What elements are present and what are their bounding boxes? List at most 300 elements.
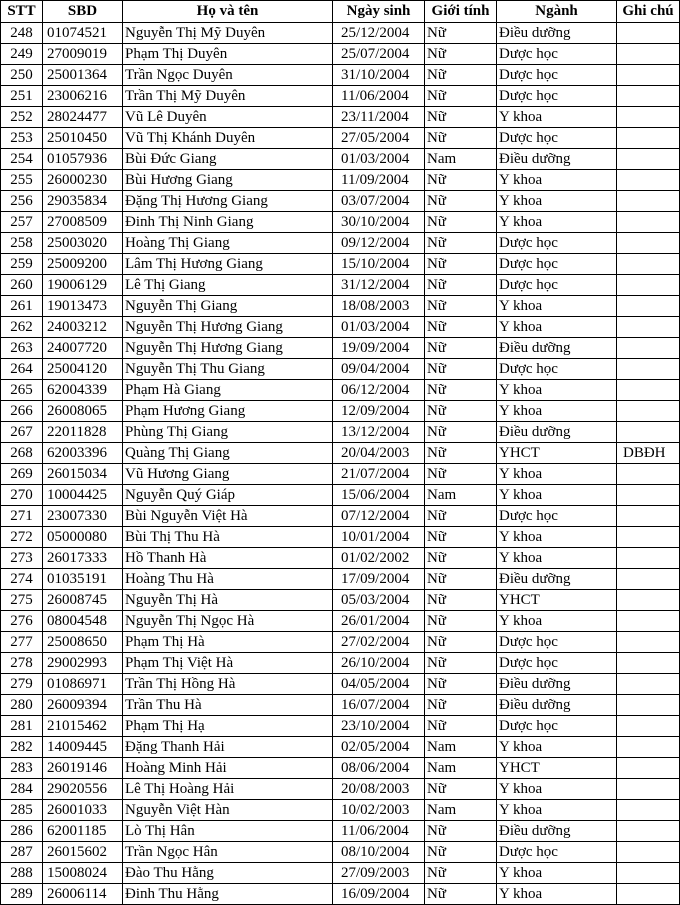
cell-note [617,506,680,527]
cell-gender: Nữ [425,548,497,569]
cell-note [617,569,680,590]
cell-note [617,842,680,863]
cell-note [617,296,680,317]
header-dob: Ngày sinh [333,1,425,23]
cell-stt: 279 [1,674,43,695]
cell-sbd: 01057936 [43,149,123,170]
cell-major: Y khoa [497,863,617,884]
cell-note [617,821,680,842]
cell-stt: 250 [1,65,43,86]
table-row [1,464,680,485]
cell-stt: 289 [1,884,43,905]
cell-sbd: 19006129 [43,275,123,296]
cell-dob: 11/06/2004 [333,86,425,107]
cell-note [617,191,680,212]
cell-sbd: 25008650 [43,632,123,653]
cell-note [617,380,680,401]
cell-sbd: 26000230 [43,170,123,191]
cell-name: Trần Ngọc Duyên [123,65,333,86]
table-row [1,86,680,107]
cell-gender: Nữ [425,296,497,317]
cell-sbd: 29020556 [43,779,123,800]
table-row [1,485,680,506]
cell-stt: 288 [1,863,43,884]
cell-dob: 27/09/2003 [333,863,425,884]
cell-major: Dược học [497,254,617,275]
cell-stt: 256 [1,191,43,212]
cell-note [617,758,680,779]
table-row [1,443,680,464]
cell-sbd: 22011828 [43,422,123,443]
cell-gender: Nữ [425,464,497,485]
cell-gender: Nữ [425,86,497,107]
cell-name: Nguyễn Thị Hương Giang [123,317,333,338]
table-row [1,23,680,44]
cell-major: Dược học [497,65,617,86]
cell-dob: 23/11/2004 [333,107,425,128]
cell-note [617,737,680,758]
table-row [1,632,680,653]
cell-sbd: 62003396 [43,443,123,464]
cell-dob: 31/10/2004 [333,65,425,86]
cell-dob: 01/02/2002 [333,548,425,569]
cell-note [617,779,680,800]
cell-dob: 21/07/2004 [333,464,425,485]
cell-name: Hoàng Thị Giang [123,233,333,254]
cell-sbd: 26008745 [43,590,123,611]
cell-dob: 25/07/2004 [333,44,425,65]
cell-note [617,170,680,191]
cell-gender: Nữ [425,338,497,359]
cell-note [617,632,680,653]
cell-major: Y khoa [497,212,617,233]
cell-gender: Nữ [425,380,497,401]
cell-gender: Nữ [425,359,497,380]
cell-dob: 09/04/2004 [333,359,425,380]
cell-name: Nguyễn Thị Giang [123,296,333,317]
cell-gender: Nam [425,149,497,170]
cell-stt: 283 [1,758,43,779]
cell-note [617,44,680,65]
cell-gender: Nữ [425,65,497,86]
cell-name: Nguyễn Thị Ngọc Hà [123,611,333,632]
cell-name: Trần Ngọc Hân [123,842,333,863]
cell-note [617,128,680,149]
header-major: Ngành [497,1,617,23]
cell-stt: 266 [1,401,43,422]
cell-gender: Nam [425,758,497,779]
cell-stt: 248 [1,23,43,44]
table-row [1,65,680,86]
cell-name: Phạm Hương Giang [123,401,333,422]
cell-stt: 253 [1,128,43,149]
cell-stt: 252 [1,107,43,128]
cell-name: Vũ Lê Duyên [123,107,333,128]
cell-dob: 01/03/2004 [333,317,425,338]
cell-stt: 254 [1,149,43,170]
cell-note [617,800,680,821]
header-name: Họ và tên [123,1,333,23]
cell-note [617,359,680,380]
table-row [1,800,680,821]
cell-major: Dược học [497,86,617,107]
cell-major: Dược học [497,842,617,863]
cell-stt: 275 [1,590,43,611]
cell-dob: 20/08/2003 [333,779,425,800]
cell-major: Y khoa [497,737,617,758]
cell-gender: Nữ [425,674,497,695]
cell-stt: 278 [1,653,43,674]
cell-name: Phạm Thị Duyên [123,44,333,65]
cell-dob: 03/07/2004 [333,191,425,212]
cell-note [617,716,680,737]
cell-note [617,611,680,632]
table-row [1,380,680,401]
cell-gender: Nữ [425,779,497,800]
cell-stt: 285 [1,800,43,821]
cell-name: Nguyễn Thị Hương Giang [123,338,333,359]
cell-major: Y khoa [497,884,617,905]
cell-name: Bùi Hương Giang [123,170,333,191]
cell-gender: Nữ [425,212,497,233]
cell-stt: 261 [1,296,43,317]
cell-gender: Nam [425,800,497,821]
cell-dob: 15/10/2004 [333,254,425,275]
cell-dob: 02/05/2004 [333,737,425,758]
cell-sbd: 15008024 [43,863,123,884]
cell-dob: 18/08/2003 [333,296,425,317]
cell-note [617,653,680,674]
cell-major: YHCT [497,758,617,779]
cell-dob: 11/09/2004 [333,170,425,191]
cell-name: Lâm Thị Hương Giang [123,254,333,275]
cell-stt: 260 [1,275,43,296]
cell-sbd: 24007720 [43,338,123,359]
table-row [1,506,680,527]
cell-gender: Nữ [425,506,497,527]
cell-note [617,422,680,443]
cell-name: Trần Thị Hồng Hà [123,674,333,695]
cell-note [617,695,680,716]
table-row [1,548,680,569]
cell-gender: Nữ [425,254,497,275]
cell-name: Vũ Thị Khánh Duyên [123,128,333,149]
cell-major: Y khoa [497,464,617,485]
cell-note [617,527,680,548]
cell-dob: 26/01/2004 [333,611,425,632]
cell-name: Bùi Thị Thu Hà [123,527,333,548]
cell-major: Y khoa [497,317,617,338]
cell-major: Dược học [497,716,617,737]
cell-note [617,485,680,506]
table-row [1,716,680,737]
cell-note [617,317,680,338]
cell-gender: Nữ [425,569,497,590]
cell-major: Y khoa [497,170,617,191]
cell-stt: 263 [1,338,43,359]
cell-stt: 281 [1,716,43,737]
cell-major: Y khoa [497,527,617,548]
cell-name: Nguyễn Thị Mỹ Duyên [123,23,333,44]
table-row [1,317,680,338]
cell-gender: Nữ [425,422,497,443]
cell-dob: 12/09/2004 [333,401,425,422]
cell-major: Điều dưỡng [497,338,617,359]
cell-dob: 08/10/2004 [333,842,425,863]
cell-major: Y khoa [497,296,617,317]
cell-sbd: 26006114 [43,884,123,905]
cell-major: YHCT [497,590,617,611]
table-row [1,44,680,65]
cell-dob: 23/10/2004 [333,716,425,737]
cell-stt: 249 [1,44,43,65]
cell-major: Điều dưỡng [497,695,617,716]
cell-note [617,548,680,569]
cell-gender: Nữ [425,23,497,44]
cell-name: Phạm Thị Việt Hà [123,653,333,674]
cell-dob: 04/05/2004 [333,674,425,695]
cell-note [617,674,680,695]
cell-sbd: 05000080 [43,527,123,548]
cell-stt: 255 [1,170,43,191]
cell-major: Y khoa [497,380,617,401]
cell-stt: 280 [1,695,43,716]
table-row [1,212,680,233]
cell-dob: 06/12/2004 [333,380,425,401]
cell-dob: 27/02/2004 [333,632,425,653]
table-row [1,149,680,170]
cell-dob: 31/12/2004 [333,275,425,296]
cell-name: Phạm Thị Hạ [123,716,333,737]
cell-dob: 10/02/2003 [333,800,425,821]
cell-dob: 13/12/2004 [333,422,425,443]
cell-sbd: 21015462 [43,716,123,737]
header-row [1,1,680,23]
table-row [1,758,680,779]
cell-stt: 264 [1,359,43,380]
cell-gender: Nữ [425,716,497,737]
cell-note [617,464,680,485]
cell-gender: Nữ [425,632,497,653]
cell-gender: Nữ [425,443,497,464]
cell-sbd: 01074521 [43,23,123,44]
cell-gender: Nữ [425,191,497,212]
cell-major: Y khoa [497,485,617,506]
table-row [1,737,680,758]
cell-major: YHCT [497,443,617,464]
table-row [1,590,680,611]
cell-note [617,23,680,44]
cell-sbd: 26015034 [43,464,123,485]
cell-name: Vũ Hương Giang [123,464,333,485]
cell-stt: 259 [1,254,43,275]
cell-stt: 258 [1,233,43,254]
cell-name: Đinh Thị Ninh Giang [123,212,333,233]
cell-sbd: 23007330 [43,506,123,527]
cell-dob: 07/12/2004 [333,506,425,527]
cell-name: Nguyễn Việt Hàn [123,800,333,821]
table-body [1,23,680,905]
cell-major: Điều dưỡng [497,569,617,590]
table-row [1,338,680,359]
cell-sbd: 23006216 [43,86,123,107]
cell-gender: Nữ [425,527,497,548]
cell-stt: 273 [1,548,43,569]
cell-dob: 30/10/2004 [333,212,425,233]
cell-stt: 274 [1,569,43,590]
cell-gender: Nữ [425,275,497,296]
cell-sbd: 19013473 [43,296,123,317]
table-row [1,569,680,590]
cell-note [617,884,680,905]
cell-major: Dược học [497,233,617,254]
cell-stt: 262 [1,317,43,338]
cell-major: Y khoa [497,800,617,821]
table-row [1,128,680,149]
cell-sbd: 27008509 [43,212,123,233]
cell-stt: 271 [1,506,43,527]
cell-gender: Nam [425,485,497,506]
cell-sbd: 10004425 [43,485,123,506]
cell-name: Đào Thu Hằng [123,863,333,884]
cell-major: Y khoa [497,611,617,632]
cell-stt: 272 [1,527,43,548]
cell-major: Điều dưỡng [497,821,617,842]
table-row [1,653,680,674]
table-row [1,191,680,212]
cell-gender: Nữ [425,611,497,632]
cell-dob: 09/12/2004 [333,233,425,254]
table-row [1,863,680,884]
cell-sbd: 25010450 [43,128,123,149]
cell-stt: 257 [1,212,43,233]
cell-sbd: 28024477 [43,107,123,128]
cell-dob: 16/09/2004 [333,884,425,905]
cell-stt: 269 [1,464,43,485]
cell-sbd: 01086971 [43,674,123,695]
cell-name: Đinh Thu Hằng [123,884,333,905]
cell-stt: 267 [1,422,43,443]
header-note: Ghi chú [617,1,680,23]
cell-name: Quàng Thị Giang [123,443,333,464]
cell-name: Trần Thu Hà [123,695,333,716]
cell-gender: Nữ [425,590,497,611]
cell-note [617,338,680,359]
cell-sbd: 26015602 [43,842,123,863]
cell-gender: Nữ [425,401,497,422]
cell-dob: 10/01/2004 [333,527,425,548]
table-row [1,275,680,296]
cell-note [617,275,680,296]
cell-dob: 26/10/2004 [333,653,425,674]
cell-sbd: 08004548 [43,611,123,632]
cell-sbd: 01035191 [43,569,123,590]
cell-name: Bùi Đức Giang [123,149,333,170]
table-row [1,779,680,800]
cell-gender: Nữ [425,695,497,716]
cell-stt: 270 [1,485,43,506]
cell-note [617,401,680,422]
cell-sbd: 26017333 [43,548,123,569]
cell-name: Nguyễn Thị Hà [123,590,333,611]
cell-gender: Nữ [425,884,497,905]
cell-name: Nguyễn Thị Thu Giang [123,359,333,380]
cell-dob: 15/06/2004 [333,485,425,506]
cell-note [617,590,680,611]
cell-sbd: 27009019 [43,44,123,65]
cell-name: Hồ Thanh Hà [123,548,333,569]
cell-note [617,149,680,170]
cell-dob: 27/05/2004 [333,128,425,149]
cell-dob: 20/04/2003 [333,443,425,464]
cell-dob: 16/07/2004 [333,695,425,716]
table-row [1,611,680,632]
cell-sbd: 14009445 [43,737,123,758]
table-row [1,527,680,548]
cell-sbd: 26009394 [43,695,123,716]
table-row [1,170,680,191]
cell-dob: 05/03/2004 [333,590,425,611]
cell-major: Dược học [497,44,617,65]
table-row [1,821,680,842]
cell-major: Y khoa [497,107,617,128]
cell-major: Dược học [497,128,617,149]
cell-name: Lê Thị Hoàng Hải [123,779,333,800]
cell-major: Y khoa [497,191,617,212]
cell-name: Lê Thị Giang [123,275,333,296]
cell-name: Đặng Thanh Hải [123,737,333,758]
cell-sbd: 25009200 [43,254,123,275]
cell-gender: Nữ [425,128,497,149]
cell-name: Phạm Hà Giang [123,380,333,401]
cell-major: Điều dưỡng [497,422,617,443]
cell-note: DBĐH [617,443,680,464]
cell-stt: 286 [1,821,43,842]
table-row [1,884,680,905]
cell-note [617,233,680,254]
cell-dob: 19/09/2004 [333,338,425,359]
cell-gender: Nữ [425,863,497,884]
cell-gender: Nữ [425,653,497,674]
header-gender: Giới tính [425,1,497,23]
cell-note [617,107,680,128]
cell-sbd: 26019146 [43,758,123,779]
table-row [1,674,680,695]
table-row [1,254,680,275]
cell-name: Phạm Thị Hà [123,632,333,653]
table-row [1,107,680,128]
cell-name: Hoàng Minh Hải [123,758,333,779]
cell-major: Dược học [497,359,617,380]
cell-name: Hoàng Thu Hà [123,569,333,590]
cell-note [617,65,680,86]
cell-note [617,86,680,107]
cell-major: Dược học [497,506,617,527]
cell-major: Dược học [497,653,617,674]
cell-gender: Nữ [425,44,497,65]
cell-name: Lò Thị Hân [123,821,333,842]
cell-sbd: 29002993 [43,653,123,674]
cell-stt: 276 [1,611,43,632]
cell-dob: 01/03/2004 [333,149,425,170]
cell-note [617,212,680,233]
cell-dob: 17/09/2004 [333,569,425,590]
table-row [1,359,680,380]
cell-major: Y khoa [497,401,617,422]
cell-sbd: 62001185 [43,821,123,842]
cell-stt: 265 [1,380,43,401]
cell-gender: Nữ [425,170,497,191]
